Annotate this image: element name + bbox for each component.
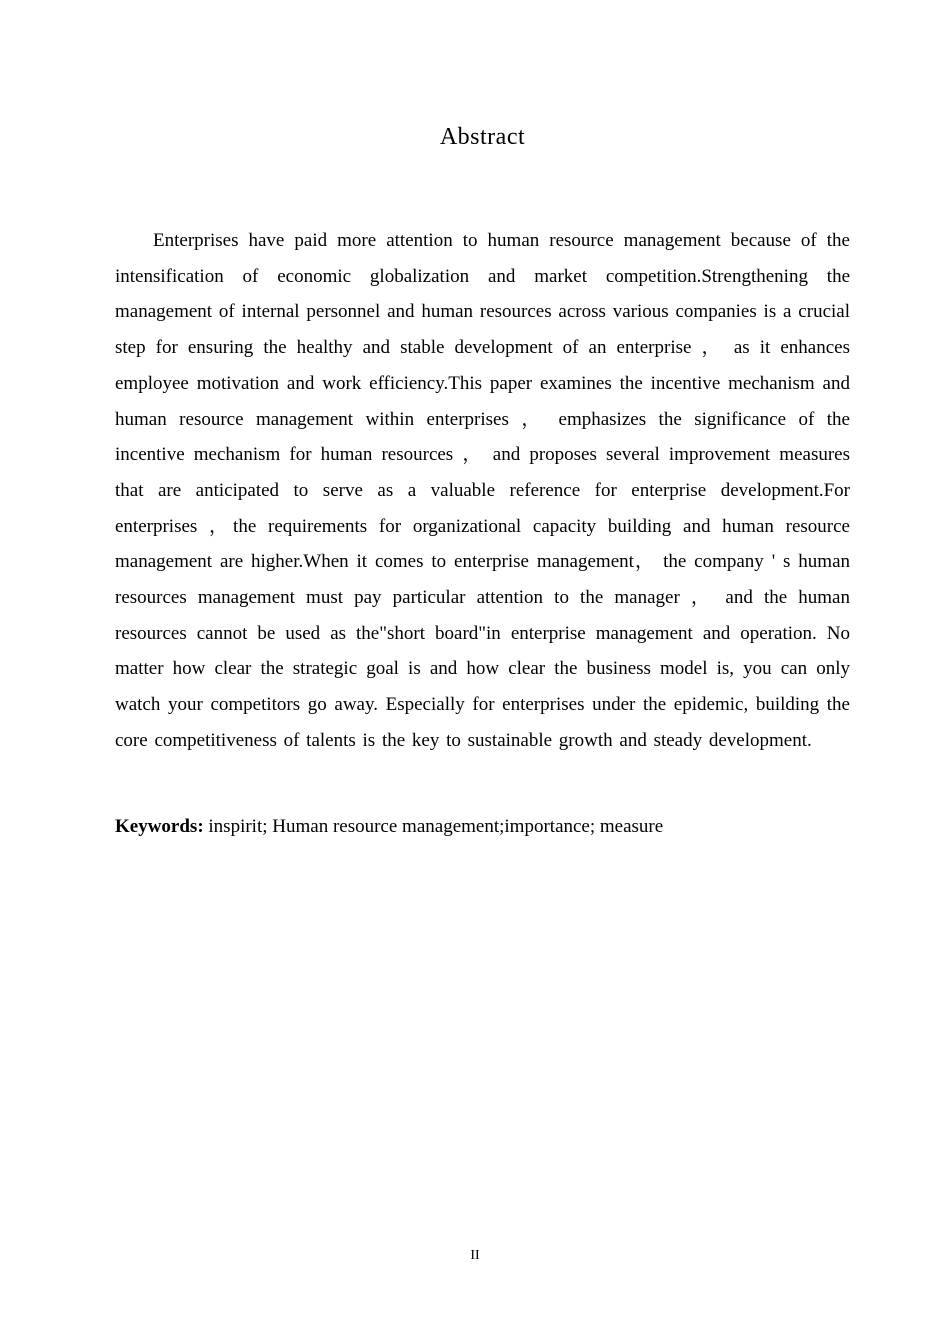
abstract-paragraph: Enterprises have paid more attention to human resource management because of the intensification of economic globalization and market competition.Strengthening the management of internal personnel and human resources across various companies is a crucial step for ensuring the healthy and stable development of an enterprise ， as it enhances employee motivation and work efficiency.This paper examines the incentive mechanism and human resource management within enterprises ， emphasizes the significance of the incentive mechanism for human resources ， and proposes several improvement measures that are anticipated to serve as a valuable reference for enterprise development.For enterprises ，the requirements for organizational capacity building and human resource management are higher.When it comes to enterprise management， the company ' s human resources management must pay particular attention to the manager ， and the human resources cannot be used as the"short board"in enterprise management and operation. No matter how clear the strategic goal is and how clear the business model is, you can only watch your competitors go away. Especially for enterprises under the epidemic, building the core competitiveness of talents is the key to sustainable growth and steady development.: [115, 230, 850, 751]
page-content: [115, 0, 850, 844]
page-number: II: [470, 1248, 480, 1263]
keywords-text: inspirit; Human resource management;importance; measure: [203, 815, 664, 837]
keywords-label: Keywords:: [115, 815, 204, 837]
keywords-line: [115, 809, 850, 845]
page-title: Abstract: [439, 124, 526, 150]
